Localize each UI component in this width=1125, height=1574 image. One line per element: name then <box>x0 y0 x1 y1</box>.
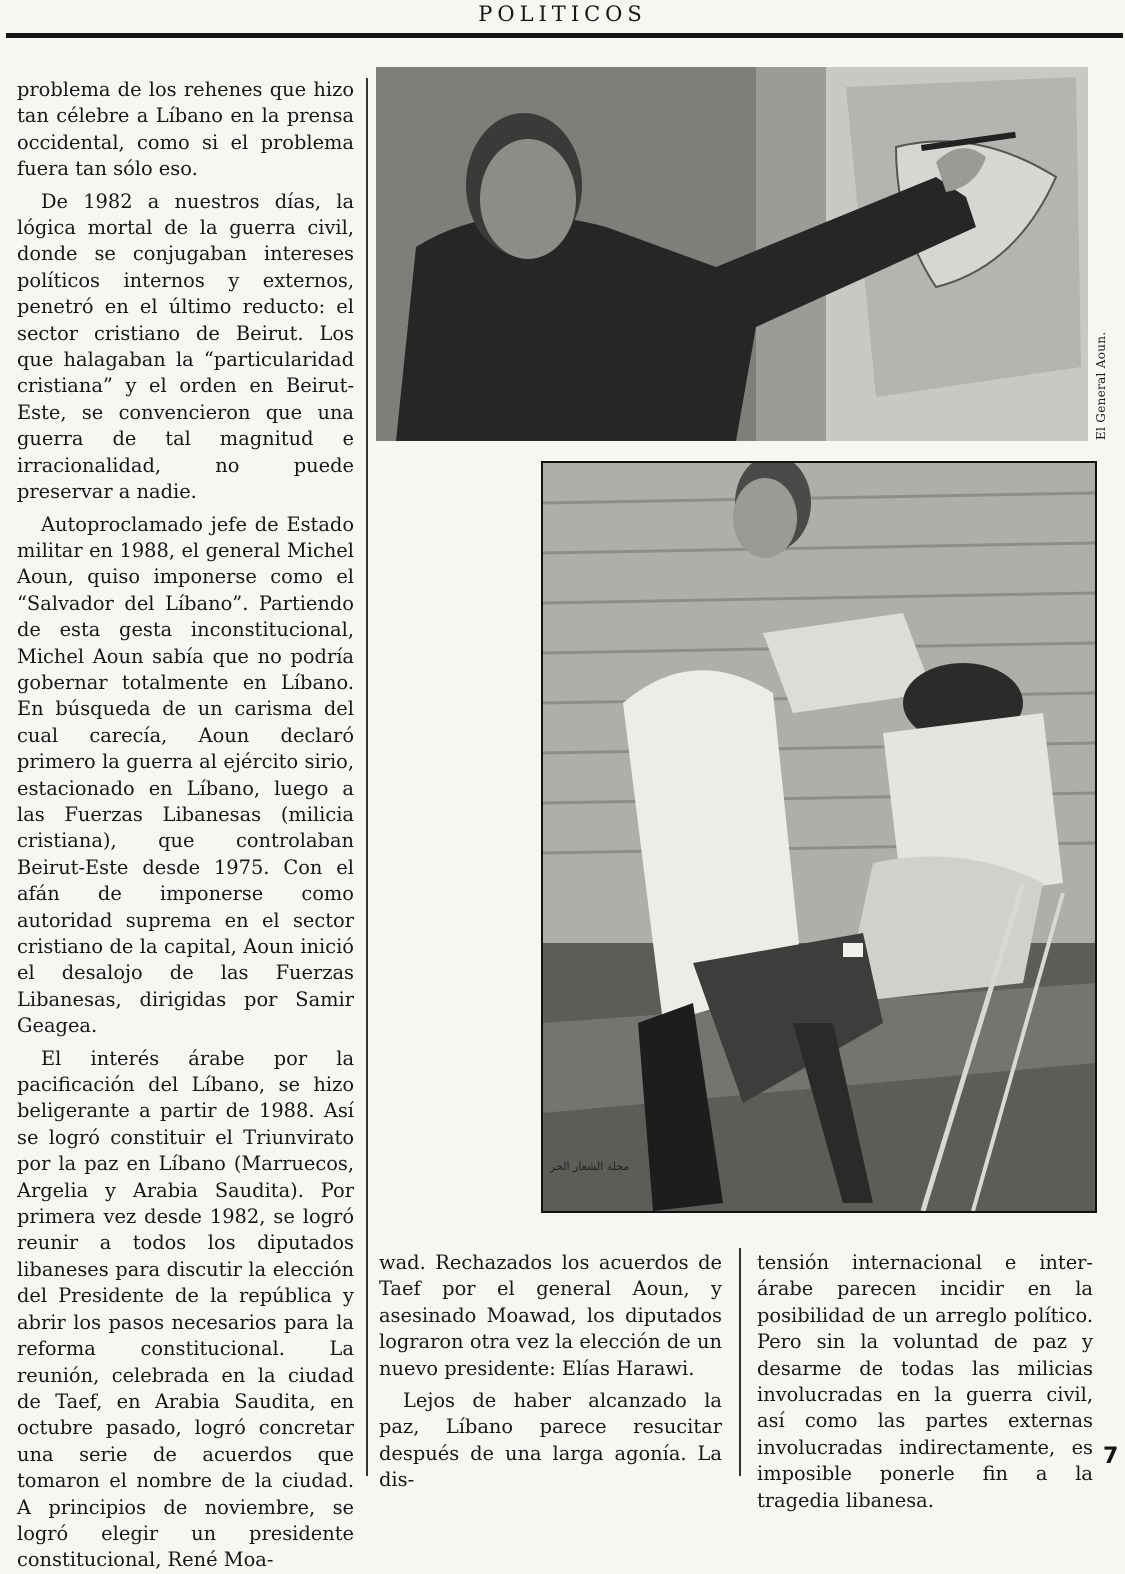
paragraph: De 1982 a nuestros días, la lógica mortal de la guerra civil, donde se conjugaban intereses políticos internos y externos, penetró en el último reducto: el sector cristiano de Beirut. Los que halagaban la “particularidad cristiana” y el orden en Beirut-Este, se convencieron que una guerra de tal magnitud e irracionalidad, no puede preservar a nadie. <box>17 189 354 504</box>
paragraph: Autoproclamado jefe de Estado militar en 1988, el general Michel Aoun, quiso imponerse como el “Salvador del Líbano”. Partiendo de esta gesta inconstitucional, Michel Aoun sabía que no podría gobernar totalmente en Líbano. En búsqueda de un carisma del cual carecía, Aoun declaró primero la guerra al ejército sirio, estacionado en Líbano, luego a las Fuerzas Libanesas (milicia cristiana), que controlaban Beirut-Este desde 1975. Con el afán de imponerse como autoridad suprema en el sector cristiano de la capital, Aoun inició el desalojo de las Fuerzas Libanesas, dirigidas por Samir Geagea. <box>17 512 354 1038</box>
middle-column <box>379 1250 722 1494</box>
paragraph: problema de los rehenes que hizo tan célebre a Líbano en la prensa occidental, como si el problema fuera tan sólo eso. <box>17 78 354 181</box>
left-column <box>17 77 354 1574</box>
paragraph: Lejos de haber alcanzado la paz, Líbano parece resucitar después de una larga agonía. La dis- <box>379 1389 722 1492</box>
section-header: POLITICOS <box>478 2 647 26</box>
paragraph: tensión internacional e inter-árabe parecen incidir en la posibilidad de un arreglo político. Pero sin la voluntad de paz y desarme de todas las milicias involucradas en la guerra civil, así como las partes externas involucradas indirectamente, es imposible ponerle fin a la tragedia libanesa. <box>757 1251 1093 1512</box>
column-divider-right <box>739 1248 741 1476</box>
paragraph: El interés árabe por la pacificación del Líbano, se hizo beligerante a partir de 1988. Así se logró constituir el Triunvirato por la paz en Líbano (Marruecos, Argelia y Arabia Saudita). Por primera vez desde 1982, se logró reunir a todos los diputados libaneses para discutir la elección del Presidente de la república y abrir los pasos necesarios para la reforma constitucional. La reunión, celebrada en la ciudad de Taef, en Arabia Saudita, en octubre pasado, logró concretar una serie de acuerdos que tomaron el nombre de la ciudad. A principios de noviembre, se logró elegir un presidente constitucional, René Moa- <box>17 1046 354 1572</box>
right-column <box>757 1250 1093 1514</box>
photo-caption: El General Aoun. <box>1094 331 1108 440</box>
photo-general-aoun <box>376 67 1088 441</box>
photo-stamp: مجلة الشعار الحر <box>550 1160 630 1173</box>
page-number: 7 <box>1103 1444 1119 1469</box>
photo-interrogation <box>541 461 1097 1213</box>
paragraph: wad. Rechazados los acuerdos de Taef por el general Aoun, y asesinado Moawad, los diputados lograron otra vez la elección de un nuevo presidente: Elías Harawi. <box>379 1251 722 1380</box>
header-rule <box>6 33 1123 38</box>
column-divider-left <box>366 78 368 1476</box>
